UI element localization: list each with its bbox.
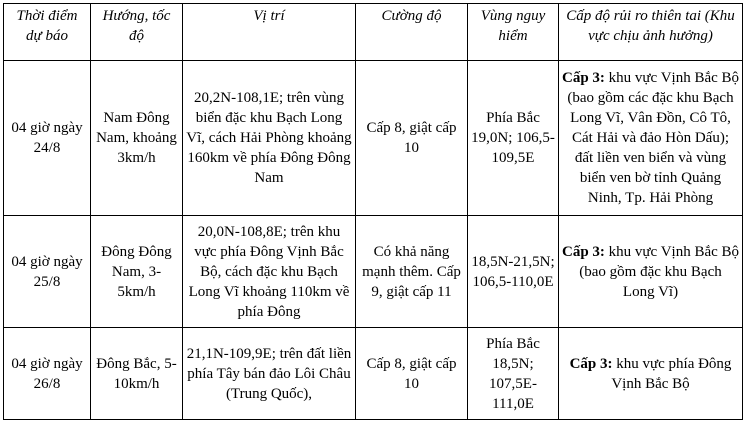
- risk-area-text: khu vực Vịnh Bắc Bộ (bao gồm các đặc khu Bạch Long Vĩ, Vân Đồn, Cô Tô, Cát Hải và đảo Hòn Dấu); đất liền ven biển và vùng biển ven bờ tỉnh Quảng Ninh, Tp. Hải Phòng: [567, 70, 740, 206]
- cell-direction: Đông Bắc, 5-10km/h: [91, 328, 183, 420]
- header-risk-level: Cấp độ rủi ro thiên tai (Khu vực chịu ảnh hưởng): [559, 4, 743, 61]
- cell-time: 04 giờ ngày 25/8: [4, 216, 91, 328]
- cell-position: 20,2N-108,1E; trên vùng biển đặc khu Bạch Long Vĩ, cách Hải Phòng khoảng 160km về phía Đông Đông Nam: [183, 61, 356, 216]
- cell-position: 21,1N-109,9E; trên đất liền phía Tây bán đảo Lôi Châu (Trung Quốc),: [183, 328, 356, 420]
- header-danger-zone: Vùng nguy hiểm: [468, 4, 559, 61]
- cell-danger-zone: 18,5N-21,5N; 106,5-110,0E: [468, 216, 559, 328]
- header-intensity: Cường độ: [356, 4, 468, 61]
- table-row: [4, 328, 743, 420]
- cell-intensity: Có khả năng mạnh thêm. Cấp 9, giật cấp 11: [356, 216, 468, 328]
- forecast-table: [3, 3, 743, 420]
- cell-danger-zone: Phía Bắc 19,0N; 106,5-109,5E: [468, 61, 559, 216]
- table-header-row: [4, 4, 743, 61]
- header-position: Vị trí: [183, 4, 356, 61]
- cell-intensity: Cấp 8, giật cấp 10: [356, 328, 468, 420]
- cell-time: 04 giờ ngày 26/8: [4, 328, 91, 420]
- cell-risk: [559, 216, 743, 328]
- cell-direction: Đông Đông Nam, 3-5km/h: [91, 216, 183, 328]
- cell-time: 04 giờ ngày 24/8: [4, 61, 91, 216]
- table-row: [4, 61, 743, 216]
- risk-level-label: Cấp 3:: [569, 355, 613, 372]
- risk-level-label: Cấp 3:: [562, 243, 605, 260]
- risk-area-text: khu vực phía Đông Vịnh Bắc Bộ: [611, 355, 732, 392]
- cell-risk: [559, 61, 743, 216]
- header-direction: Hướng, tốc độ: [91, 4, 183, 61]
- header-time: Thời điểm dự báo: [4, 4, 91, 61]
- cell-position: 20,0N-108,8E; trên khu vực phía Đông Vịnh Bắc Bộ, cách đặc khu Bạch Long Vĩ khoảng 110km về phía Đông: [183, 216, 356, 328]
- table-row: [4, 216, 743, 328]
- risk-level-label: Cấp 3:: [562, 70, 605, 86]
- cell-danger-zone: Phía Bắc 18,5N; 107,5E-111,0E: [468, 328, 559, 420]
- cell-direction: Nam Đông Nam, khoảng 3km/h: [91, 61, 183, 216]
- risk-area-text: khu vực Vịnh Bắc Bộ (bao gồm đặc khu Bạch Long Vĩ): [579, 243, 740, 300]
- cell-risk: [559, 328, 743, 420]
- cell-intensity: Cấp 8, giật cấp 10: [356, 61, 468, 216]
